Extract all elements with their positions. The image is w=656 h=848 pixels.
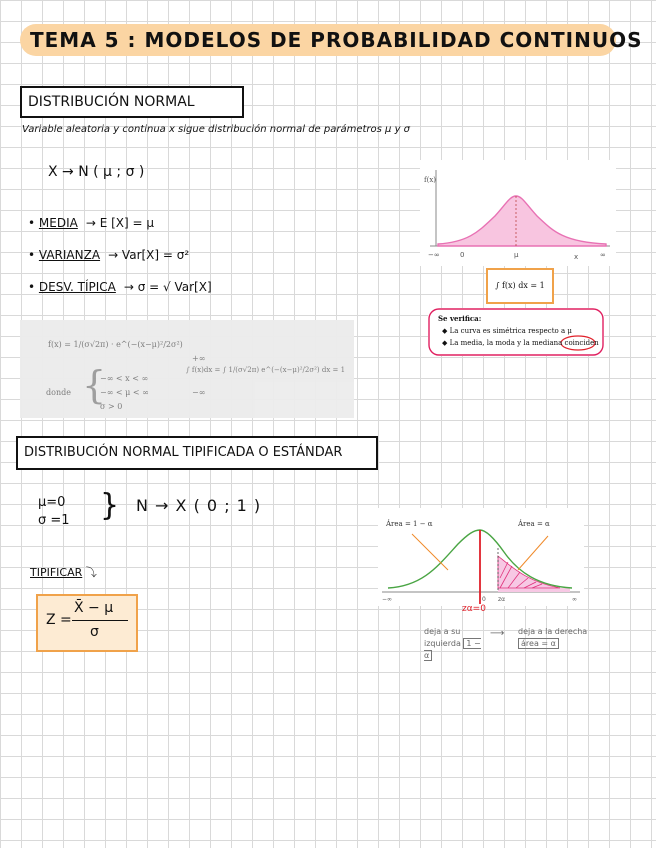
bullet-label: VARIANZA xyxy=(38,248,101,262)
section-heading-standard xyxy=(16,436,378,470)
z-denominator: σ xyxy=(90,624,99,640)
intro-text: Variable aleatoria y continua x sigue distribución normal de parámetros μ y σ xyxy=(22,124,410,135)
bullet-formula: → Var[X] = σ² xyxy=(108,248,190,262)
bullet-formula: → σ = √ Var[X] xyxy=(123,280,212,294)
note-left-box: 1 − α xyxy=(424,639,481,660)
tick-neg-inf: −∞ xyxy=(382,596,393,603)
tick-zero: 0 xyxy=(482,596,486,603)
verifica-heading: Se verifica: xyxy=(438,314,482,323)
section-heading-normal-text: DISTRIBUCIÓN NORMAL xyxy=(28,94,195,110)
note-left-text: deja a su izquierda xyxy=(424,627,461,648)
tick-z-alpha: zα xyxy=(498,596,506,603)
tick-neg-inf: −∞ xyxy=(428,251,440,259)
normal-curve-panel xyxy=(420,160,616,266)
integral-lower-limit: −∞ xyxy=(192,388,206,397)
fraction-bar xyxy=(72,620,128,621)
integral-box-text: ∫ f(x) dx = 1 xyxy=(495,281,545,290)
normal-curve-graph xyxy=(420,160,616,266)
sigma-param: σ =1 xyxy=(38,513,70,528)
note-right-text: deja a la derecha xyxy=(518,627,588,636)
area-right-label: Área = α xyxy=(518,520,550,528)
standard-params xyxy=(38,494,70,530)
z-alpha-zero-label: zα=0 xyxy=(462,604,486,614)
condition-mu: −∞ < μ < ∞ xyxy=(100,388,149,397)
tick-mu: μ xyxy=(514,251,519,259)
bullet-formula: → E [X] = μ xyxy=(85,216,155,230)
verifica-item-2: ◆ La media, la moda y la mediana coinciden xyxy=(442,339,599,347)
verifica-item-text: La curva es simétrica respecto a μ xyxy=(449,327,572,335)
normal-curve xyxy=(438,196,606,246)
z-formula-box xyxy=(36,594,138,652)
verifica-panel xyxy=(428,308,604,356)
params-brace: } xyxy=(100,488,120,523)
page-title: TEMA 5 : MODELOS DE PROBABILIDAD CONTINUOS xyxy=(30,28,643,52)
formula-box xyxy=(20,320,354,418)
tick-x: x xyxy=(574,253,579,261)
standard-law: N → X ( 0 ; 1 ) xyxy=(136,496,262,515)
integral-box xyxy=(486,268,554,304)
tick-zero: 0 xyxy=(460,251,465,259)
mu-param: μ=0 xyxy=(38,495,66,510)
standard-curve-graph xyxy=(378,508,584,606)
z-lhs: Z = xyxy=(46,612,72,628)
bullet-label: MEDIA xyxy=(38,216,78,230)
donde-label: donde xyxy=(46,388,71,397)
section-heading-normal xyxy=(20,86,244,118)
area-left-label: Área = 1 − α xyxy=(386,520,433,528)
condition-x: −∞ < x < ∞ xyxy=(100,374,149,383)
integral-formula: ∫ f(x)dx = ∫ 1/(σ√2π) e^(−(x−μ)²/2σ²) dx = 1 xyxy=(186,366,346,374)
bullet-media: • MEDIA → E [X] = μ xyxy=(28,216,155,230)
right-area-pointer xyxy=(518,536,548,570)
tipificar-label: TIPIFICAR ⤵ xyxy=(30,566,97,579)
y-axis-label: f(x) xyxy=(424,176,437,184)
note-arrow: ⟶ xyxy=(490,628,505,639)
density-formula: f(x) = 1/(σ√2π) · e^(−(x−μ)²/2σ²) xyxy=(48,340,183,349)
verifica-item-text: La media, la moda y la mediana coinciden xyxy=(449,339,599,347)
bullet-varianza: • VARIANZA → Var[X] = σ² xyxy=(28,248,190,262)
bullet-label: DESV. TÍPICA xyxy=(38,280,116,294)
tipificar-text: TIPIFICAR xyxy=(30,566,83,579)
normal-law: X → N ( μ ; σ ) xyxy=(48,164,145,180)
note-right-box: área = α xyxy=(518,638,559,649)
integral-upper-limit: +∞ xyxy=(192,354,206,363)
standard-curve-panel xyxy=(378,508,584,606)
section-heading-standard-text: DISTRIBUCIÓN NORMAL TIPIFICADA O ESTÁNDAR xyxy=(24,445,343,460)
condition-sigma: σ > 0 xyxy=(100,402,123,411)
conditions-brace: { xyxy=(82,363,107,407)
note-right xyxy=(518,626,602,650)
tick-pos-inf: ∞ xyxy=(572,596,577,603)
verifica-item-1: ◆ La curva es simétrica respecto a μ xyxy=(442,327,572,335)
bullet-desv-tipica: • DESV. TÍPICA → σ = √ Var[X] xyxy=(28,280,212,294)
left-area-pointer xyxy=(412,534,448,570)
z-numerator: X̄ − μ xyxy=(74,600,114,616)
tick-pos-inf: ∞ xyxy=(600,251,606,259)
note-left xyxy=(424,626,488,662)
